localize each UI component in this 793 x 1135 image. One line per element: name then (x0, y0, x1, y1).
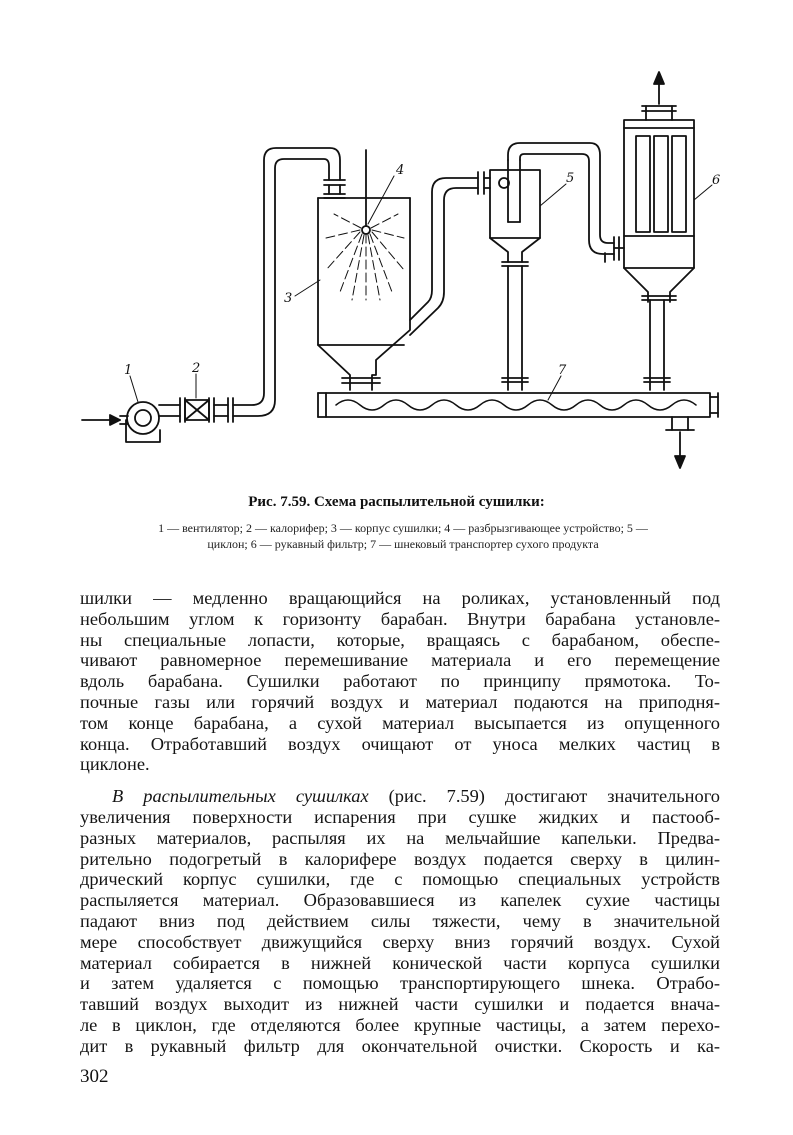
text-line: падают вниз под действием силы тяжести, чему в значительной (80, 910, 720, 931)
text-line: ле в циклон, где отделяются более крупные частицы, а затем перехо- (80, 1014, 720, 1035)
legend-line: 1 — вентилятор; 2 — калорифер; 3 — корпус сушилки; 4 — разбрызгивающее устройство; 5 — (158, 521, 648, 535)
paragraph-first-line (80, 786, 720, 807)
text-run: (рис. 7.59) достигают значительного (368, 786, 720, 807)
text-line: почные газы или горячий воздух и материал подаются на приподня- (80, 691, 720, 712)
exhaust-duct (410, 172, 484, 335)
text-line: и затем удаляется с помощью транспортирующего шнека. Отрабо- (80, 973, 720, 994)
label-5: 5 (566, 171, 575, 186)
exhaust-arrow-up (654, 72, 664, 104)
product-outlet-arrow (675, 432, 685, 468)
label-4: 4 (396, 163, 405, 178)
text-line: разных материалов, распыляя их на мельчайшие капельки. Предва- (80, 827, 720, 848)
text-line: мере способствует движущийся сверху вниз горячий воздух. Сухой (80, 931, 720, 952)
atomizer-4 (326, 150, 404, 300)
fan-1 (120, 402, 180, 442)
page-number: 302 (80, 1066, 109, 1087)
cyclone-5 (484, 160, 540, 390)
text-line: ны специальные лопасти, которые, вращаясь с барабаном, обеспе- (80, 629, 720, 650)
text-line: чивают равномерное перемешивание материала и его перемещение (80, 650, 720, 671)
text-line: распыляется материал. Образовавшиеся из капелек сухие частицы (80, 890, 720, 911)
text-line: шилки — медленно вращающийся на роликах, установленный под (80, 588, 720, 608)
heater-2 (180, 398, 233, 422)
italic-term: В распылительных сушилках (112, 786, 369, 807)
spray-dryer-diagram (0, 0, 793, 490)
screw-conveyor-7 (318, 393, 718, 430)
label-2: 2 (192, 361, 201, 376)
bag-filter-6 (614, 106, 694, 390)
figure-caption-title: Рис. 7.59. Схема распылительной сушилки: (248, 494, 545, 510)
text-line: дрический корпус сушилки, где с помощью специальных устройств (80, 869, 720, 890)
legend-line: циклон; 6 — рукавный фильтр; 7 — шнековый транспортер сухого продукта (207, 537, 599, 551)
text-line: дит в рукавный фильтр для окончательной очистки. Скорость и ка- (80, 1035, 720, 1056)
cyclone-to-filter-duct (508, 143, 619, 262)
label-6: 6 (712, 173, 721, 188)
label-1: 1 (124, 363, 133, 378)
label-7: 7 (558, 363, 567, 378)
text-line: материал собирается в нижней конической части корпуса сушилки (80, 952, 720, 973)
text-line: вдоль барабана. Сушилки работают по принципу прямотока. То- (80, 671, 720, 692)
label-3: 3 (284, 291, 293, 306)
body-text (80, 588, 720, 1057)
text-line: увеличения поверхности испарения при сушке жидких и пастооб- (80, 806, 720, 827)
text-line: небольшим углом к горизонту барабан. Внутри барабана установле- (80, 608, 720, 629)
text-line: конца. Отработавший воздух очищают от уноса мелких частиц в (80, 733, 720, 754)
air-inlet-arrow (82, 415, 120, 425)
air-duct (233, 148, 345, 416)
text-line: том конце барабана, а сухой материал высыпается из опущенного (80, 712, 720, 733)
figure-caption-legend (88, 520, 718, 552)
text-line: рительно подогретый в калорифере воздух подается сверху в цилин- (80, 848, 720, 869)
text-line: тавший воздух выходит из нижней части сушилки и подается внача- (80, 994, 720, 1015)
text-line: циклоне. (80, 754, 150, 775)
